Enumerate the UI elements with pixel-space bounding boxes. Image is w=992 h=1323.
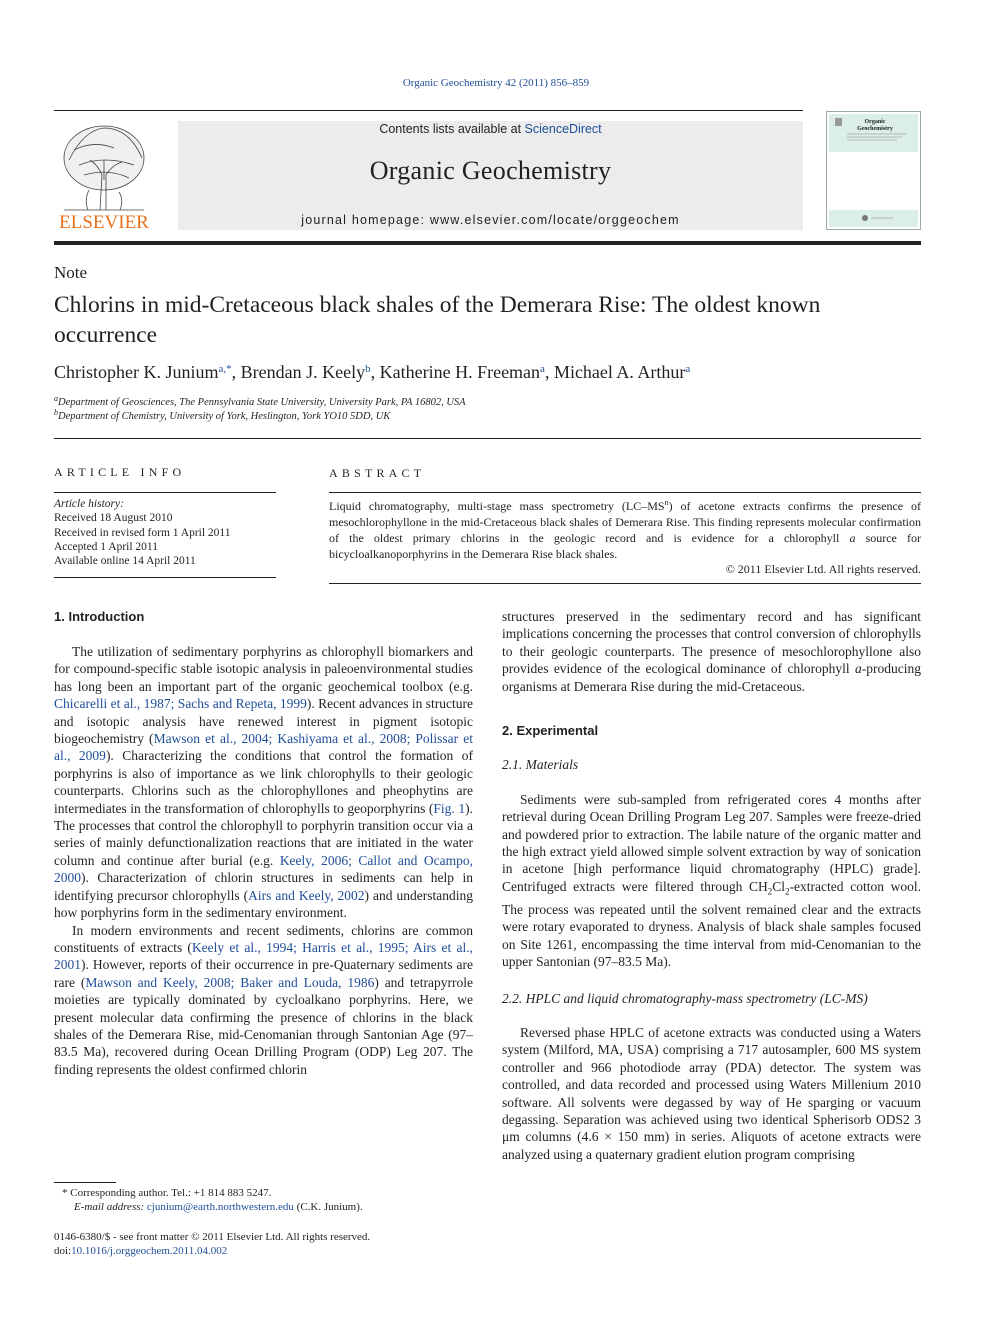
- citation-link[interactable]: Mawson and Keely, 2008; Baker and Louda, 1986: [85, 974, 375, 990]
- author-name[interactable]: Brendan J. Keely: [240, 362, 366, 382]
- email-link[interactable]: cjunium@earth.northwestern.edu: [146, 1201, 294, 1213]
- citation-link[interactable]: Chicarelli et al., 1987; Sachs and Repeta, 1999: [54, 696, 307, 712]
- paragraph: In modern environments and recent sediments, chlorins are common constituents of extracts (Keely et al., 1994; Harris et al., 1995; Airs et al., 2001). However, reports of their occurrence in pre-Quaternary sediments are rare (Mawson and Keely, 2008; Baker and Louda, 1986) and tetrapyrrole moieties are typically dominated by cycloalkano porphyrins. Here, we present molecular data confirming the presence of chlorins in the black shales of the Demerara Rise, mid-Cenomanian through Santonian Age (97–83.5 Ma), recovered during Ocean Drilling Program (ODP) Leg 207. The finding represents the oldest confirmed chlorin: [54, 922, 473, 1077]
- article-title: Chlorins in mid-Cretaceous black shales of the Demerara Rise: The oldest known occurrence: [54, 292, 821, 348]
- paragraph: structures preserved in the sedimentary record and has significant implications concerning the processes that control conversion of chlorophylls to their geologic counterparts. The presence of mesochlorophyllone also provides evidence of the ecological dominance of chlorophyll a-producing organisms at Demerara Rise during the mid-Cretaceous.: [502, 609, 921, 694]
- right-column: [502, 608, 921, 1163]
- history-online: Available online 14 April 2011: [54, 555, 196, 568]
- article-info-heading: ARTICLE INFO: [54, 465, 186, 479]
- abstract-copyright: © 2011 Elsevier Ltd. All rights reserved.: [725, 562, 921, 576]
- section-heading-experimental: 2. Experimental: [502, 723, 599, 739]
- author-name[interactable]: Katherine H. Freeman: [379, 362, 541, 382]
- author-affiliation-mark[interactable]: b: [365, 363, 371, 375]
- subsection-heading-hplc: 2.2. HPLC and liquid chromatography-mass spectrometry (LC-MS): [502, 990, 868, 1006]
- cover-image: [827, 112, 920, 229]
- citation-link[interactable]: Keely et al., 1994; Harris et al., 1995; Airs et al., 2001: [54, 939, 473, 973]
- abstract-heading: ABSTRACT: [329, 466, 426, 480]
- author-name[interactable]: Christopher K. Junium: [54, 362, 219, 382]
- cover-title-2: Geochemistry: [857, 126, 893, 132]
- author-affiliation-mark[interactable]: a: [685, 363, 691, 375]
- affiliation-a: $^a$Department of Geosciences, The Pennsylvania State University, University Park, PA 16802, USA: [54, 394, 466, 408]
- affiliation-rule: [54, 438, 921, 439]
- cover-title-1: Organic: [864, 119, 886, 125]
- author-affiliation-mark[interactable]: a,*: [218, 363, 232, 375]
- elsevier-logo[interactable]: [54, 120, 154, 232]
- citation-link[interactable]: Keely, 2006; Callot and Ocampo, 2000: [54, 852, 473, 886]
- issn-line: 0146-6380/$ - see front matter © 2011 Elsevier Ltd. All rights reserved.: [54, 1231, 371, 1243]
- journal-name: Organic Geochemistry: [369, 156, 612, 185]
- abstract-rule: [329, 492, 921, 493]
- email-note: E-mail address: cjunium@earth.northwestern.edu (C.K. Junium).: [74, 1201, 363, 1213]
- journal-homepage[interactable]: journal homepage: www.elsevier.com/locate/orggeochem: [301, 213, 680, 227]
- affiliation-b: $^b$Department of Chemistry, University of York, Heslington, York YO10 5DD, UK: [54, 408, 391, 422]
- abstract-bottom-rule: [329, 583, 921, 584]
- history-revised: Received in revised form 1 April 2011: [54, 526, 231, 539]
- publisher-wordmark: ELSEVIER: [59, 212, 149, 232]
- author-affiliation-mark[interactable]: a: [540, 363, 545, 375]
- info-rule: [54, 492, 276, 493]
- footnote-rule: [54, 1182, 116, 1183]
- history-accepted: Accepted 1 April 2011: [54, 540, 159, 553]
- author-name[interactable]: Michael A. Arthur: [553, 362, 686, 382]
- header-rule: [54, 110, 803, 111]
- doi-line: doi:10.1016/j.orggeochem.2011.04.002: [54, 1245, 228, 1257]
- history-received: Received 18 August 2010: [54, 512, 173, 525]
- paragraph: Sediments were sub-sampled from refrigerated cores 4 months after retrieval during Ocean Drilling Program Leg 207. Samples were freeze-dried and powdered prior to extraction. The labile nature of the organic matter and the high extract yield allowed simple solvent extraction by way of sonication in acetone [high performance liquid chromatography (HPLC) grade]. Centrifuged extracts were filtered through $CH_2Cl_2$-extracted cotton wool. The process was repeated until the solvent remained clear and the extracts were rotary evaporated to dryness. Analysis of black shale samples focused on Site 1261, encompassing the time interval from mid-Cenomanian to the upper Santonian (97–83.5 Ma).: [502, 791, 921, 970]
- doi-link[interactable]: 10.1016/j.orggeochem.2011.04.002: [71, 1245, 228, 1257]
- masthead-thick-rule: [54, 241, 921, 245]
- subsection-heading-materials: 2.1. Materials: [502, 757, 579, 773]
- article-history: [54, 497, 231, 568]
- article-type: Note: [54, 263, 88, 282]
- citation-link[interactable]: Airs and Keely, 2002: [248, 887, 365, 903]
- journal-cover-thumbnail[interactable]: [826, 111, 921, 230]
- abstract-text: Liquid chromatography, multi-stage mass spectrometry $(LC-MS^n)$ of acetone extracts confirms the presence of mesochlorophyllone in the mid-Cretaceous black shales of Demerara Rise. This finding represents molecular confirmation of the oldest primary chlorins in the geologic record and is evidence for a chlorophyll a source for bicycloalkanoporphyrins in the Demerara Rise black shales.: [329, 498, 921, 561]
- history-label: Article history:: [54, 498, 124, 510]
- corresponding-author-note: * Corresponding author. Tel.: +1 814 883 5247.: [62, 1187, 272, 1199]
- citation-link[interactable]: Fig. 1: [433, 800, 466, 816]
- elsevier-tree-icon: [54, 120, 154, 232]
- sciencedirect-link[interactable]: ScienceDirect: [524, 122, 602, 136]
- journal-citation[interactable]: Organic Geochemistry 42 (2011) 856–859: [402, 77, 590, 89]
- contents-line: Contents lists available at ScienceDirect: [379, 122, 602, 136]
- left-column: [54, 643, 473, 1078]
- section-heading-introduction: 1. Introduction: [54, 609, 145, 624]
- paragraph: Reversed phase HPLC of acetone extracts was conducted using a Waters system (Milford, MA, USA) comprising a 717 autosampler, 600 MS system controller and 966 photodiode array (PDA) detector. The system was controlled, and data recorded and processed using Waters Millenium 2010 software. All solvents were degassed by way of He sparging or vacuum degassing. Separation was achieved using two identical Spherisorb ODS2 3 μm columns (4.6 × 150 mm) in series. Aliquots of acetone extracts were analyzed using a quaternary gradient elution program comprising: [502, 1025, 921, 1162]
- author-list: Christopher K. Junium$^{a,*}$, Brendan J. Keely$^b$, Katherine H. Freeman$^a$, Michael A. Arthur$^a$: [54, 362, 691, 382]
- info-bottom-rule: [54, 577, 276, 578]
- paragraph: The utilization of sedimentary porphyrins as chlorophyll biomarkers and for compound-specific stable isotopic analysis in paleoenvironmental studies has long been an important part of the organic geochemical toolbox (e.g. Chicarelli et al., 1987; Sachs and Repeta, 1999). Recent advances in structure and isotopic analysis have renewed interest in pigment isotopic biogeochemistry (Mawson et al., 2004; Kashiyama et al., 2008; Polissar et al., 2009). Characterizing the conditions that control the formation of porphyrins is also of importance as we link chlorophylls to their geologic counterparts. Chlorins such as the chlorophyllones and pheophytins are intermediates in the transformation of chlorophylls to geoporphyrins (Fig. 1). The processes that control the chlorophyll to porphyrin transition occur via a series of mainly defunctionalization reactions that are initiated in the water column and continue after burial (e.g. Keely, 2006; Callot and Ocampo, 2000). Characterization of chlorin structures in sediments can help in identifying precursor chlorophylls (Airs and Keely, 2002) and understanding how porphyrins form in the sedimentary environment.: [54, 644, 473, 921]
- citation-link[interactable]: Mawson et al., 2004; Kashiyama et al., 2008; Polissar et al., 2009: [54, 731, 473, 764]
